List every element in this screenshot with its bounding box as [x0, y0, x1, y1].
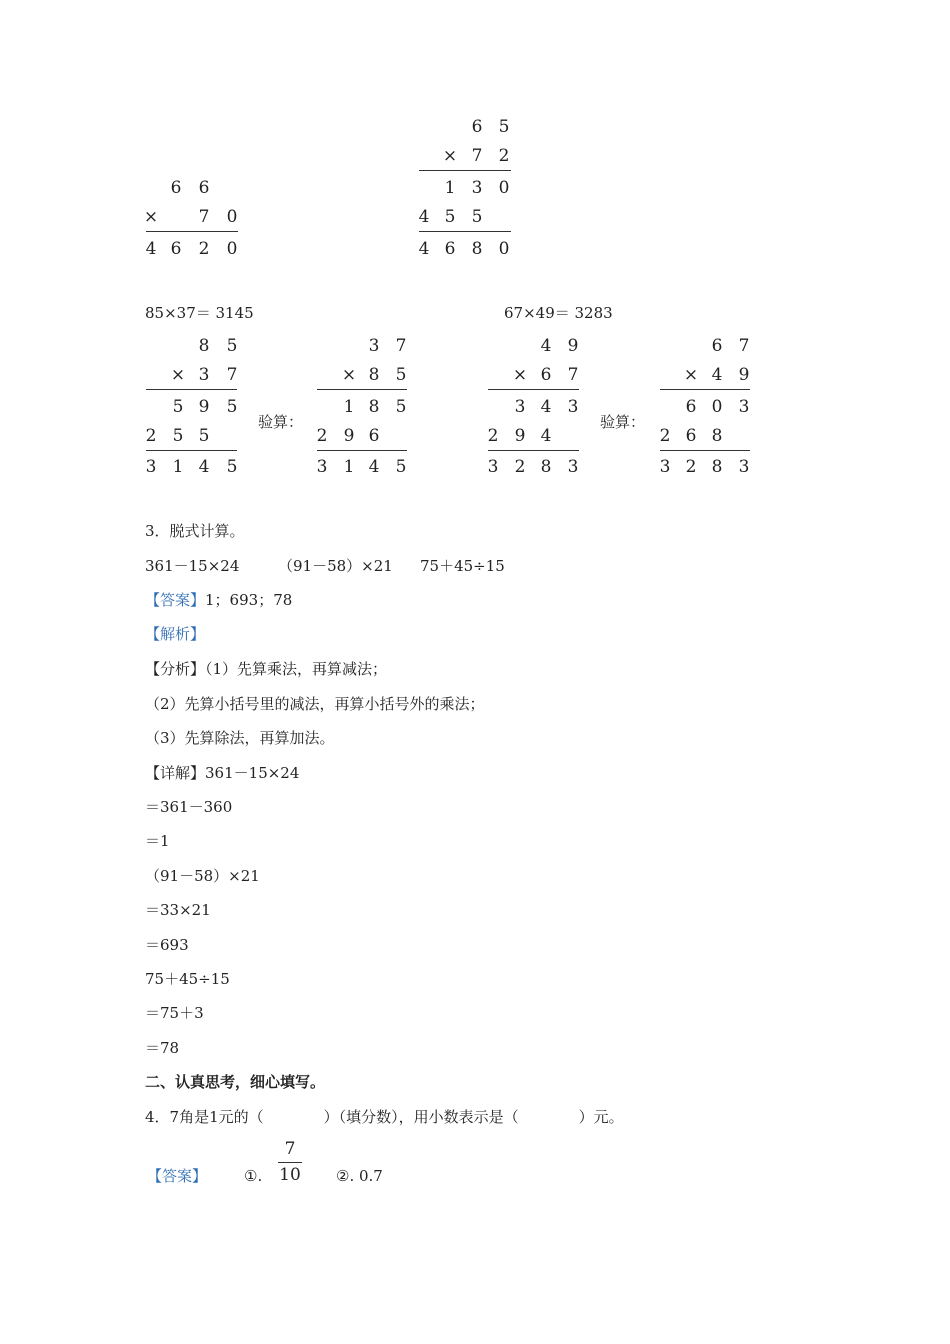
digit: 5 — [226, 457, 238, 477]
fraction-numerator: 7 — [284, 1139, 296, 1159]
answer-text: 1；693；78 — [205, 591, 293, 609]
digit: 3 — [659, 457, 671, 477]
digit: 6 — [198, 178, 210, 198]
digit: 4 — [368, 457, 380, 477]
fenxi-text-1: （1）先算乘法，再算减法； — [205, 660, 388, 678]
digit: 1 — [444, 178, 456, 198]
calc-line — [419, 231, 511, 232]
digit: 8 — [198, 336, 210, 356]
digit: 0 — [711, 397, 723, 417]
multiply-sign: × — [683, 365, 699, 385]
digit: 4 — [711, 365, 723, 385]
digit: 0 — [226, 239, 238, 259]
digit: 7 — [198, 207, 210, 227]
q4-answer-tag: 【答案】 — [147, 1167, 208, 1185]
digit: 2 — [316, 426, 328, 446]
digit: 7 — [738, 336, 750, 356]
digit: 5 — [172, 426, 184, 446]
calc-line — [146, 450, 237, 451]
step-line: ＝75＋3 — [145, 1004, 204, 1022]
step-line: ＝693 — [145, 936, 189, 954]
q4-answer-1-marker: ①. — [244, 1167, 263, 1185]
digit: 5 — [395, 457, 407, 477]
calc-line — [419, 170, 511, 171]
digit: 4 — [540, 336, 552, 356]
calc-line — [660, 389, 750, 390]
digit: 0 — [498, 178, 510, 198]
digit: 3 — [567, 397, 579, 417]
equation-67x49: 67×49＝ 3283 — [504, 304, 613, 322]
verify-label-2: 验算： — [600, 413, 646, 431]
digit: 1 — [343, 457, 355, 477]
multiply-sign: × — [341, 365, 357, 385]
verify-label: 验算： — [258, 413, 304, 431]
step-line: ＝78 — [145, 1039, 180, 1057]
calc-line — [488, 450, 579, 451]
digit: 6 — [170, 178, 182, 198]
digit: 5 — [471, 207, 483, 227]
digit: 3 — [368, 336, 380, 356]
multiply-sign: × — [442, 146, 458, 166]
multiply-sign: × — [170, 365, 186, 385]
digit: 8 — [711, 457, 723, 477]
calc-line — [146, 231, 238, 232]
digit: 5 — [395, 397, 407, 417]
digit: 4 — [418, 207, 430, 227]
digit: 9 — [343, 426, 355, 446]
digit: 5 — [226, 397, 238, 417]
step-line: ＝1 — [145, 832, 170, 850]
step-line: ＝33×21 — [145, 901, 211, 919]
detail-tag: 【详解】 — [145, 764, 206, 782]
digit: 2 — [145, 426, 157, 446]
digit: 3 — [567, 457, 579, 477]
detail-line — [145, 763, 299, 783]
q3-title: 3．脱式计算。 — [145, 522, 245, 540]
digit: 8 — [711, 426, 723, 446]
step-line: ＝361－360 — [145, 798, 233, 816]
digit: 9 — [514, 426, 526, 446]
digit: 3 — [471, 178, 483, 198]
digit: 4 — [145, 239, 157, 259]
digit: 6 — [711, 336, 723, 356]
digit: 3 — [198, 365, 210, 385]
digit: 2 — [514, 457, 526, 477]
analysis-tag: 【解析】 — [145, 625, 206, 643]
digit: 7 — [226, 365, 238, 385]
q3-answer — [145, 590, 292, 610]
equation-85x37: 85×37＝ 3145 — [145, 304, 254, 322]
digit: 2 — [659, 426, 671, 446]
digit: 2 — [685, 457, 697, 477]
digit: 7 — [395, 336, 407, 356]
digit: 5 — [172, 397, 184, 417]
digit: 7 — [567, 365, 579, 385]
digit: 6 — [685, 426, 697, 446]
digit: 1 — [172, 457, 184, 477]
digit: 8 — [368, 397, 380, 417]
digit: 8 — [368, 365, 380, 385]
digit: 6 — [368, 426, 380, 446]
digit: 2 — [198, 239, 210, 259]
answer-tag: 【答案】 — [145, 591, 206, 609]
calc-line — [146, 389, 237, 390]
digit: 5 — [498, 117, 510, 137]
digit: 8 — [540, 457, 552, 477]
digit: 3 — [145, 457, 157, 477]
fraction-denominator: 10 — [279, 1165, 301, 1185]
digit: 3 — [316, 457, 328, 477]
digit: 3 — [487, 457, 499, 477]
digit: 3 — [738, 397, 750, 417]
digit: 4 — [418, 239, 430, 259]
fenxi-tag: 【分析】 — [145, 660, 206, 678]
digit: 6 — [540, 365, 552, 385]
digit: 4 — [540, 426, 552, 446]
digit: 2 — [487, 426, 499, 446]
digit: 1 — [343, 397, 355, 417]
digit: 5 — [444, 207, 456, 227]
digit: 5 — [226, 336, 238, 356]
multiply-sign: × — [143, 207, 159, 227]
digit: 6 — [170, 239, 182, 259]
digit: 9 — [198, 397, 210, 417]
digit: 2 — [498, 146, 510, 166]
fenxi-line-2: （2）先算小括号里的减法，再算小括号外的乘法； — [145, 695, 485, 713]
digit: 7 — [471, 146, 483, 166]
q3-expr-3: 75＋45÷15 — [420, 557, 505, 575]
digit: 0 — [226, 207, 238, 227]
section-2-title: 二、认真思考，细心填写。 — [145, 1073, 326, 1091]
q3-expr-2: （91－58）×21 — [278, 557, 393, 575]
fenxi-line-1 — [145, 659, 387, 679]
digit: 9 — [567, 336, 579, 356]
multiply-sign: × — [512, 365, 528, 385]
digit: 0 — [498, 239, 510, 259]
q4-text: 4．7角是1元的（ ）（填分数），用小数表示是（ ）元。 — [145, 1108, 624, 1126]
digit: 4 — [198, 457, 210, 477]
digit: 8 — [471, 239, 483, 259]
fenxi-line-3: （3）先算除法，再算加法。 — [145, 729, 335, 747]
digit: 4 — [540, 397, 552, 417]
digit: 6 — [471, 117, 483, 137]
digit: 6 — [685, 397, 697, 417]
q4-answer-2: ②. 0.7 — [336, 1167, 383, 1185]
calc-line — [317, 389, 407, 390]
calc-line — [488, 389, 579, 390]
digit: 5 — [395, 365, 407, 385]
digit: 5 — [198, 426, 210, 446]
digit: 9 — [738, 365, 750, 385]
calc-line — [660, 450, 750, 451]
q3-expr-1: 361－15×24 — [145, 557, 240, 575]
step-line: （91－58）×21 — [145, 867, 260, 885]
step-line: 75＋45÷15 — [145, 970, 230, 988]
digit: 3 — [738, 457, 750, 477]
calc-line — [317, 450, 407, 451]
detail-first: 361－15×24 — [205, 764, 300, 782]
digit: 3 — [514, 397, 526, 417]
fraction-bar — [278, 1162, 302, 1163]
digit: 6 — [444, 239, 456, 259]
